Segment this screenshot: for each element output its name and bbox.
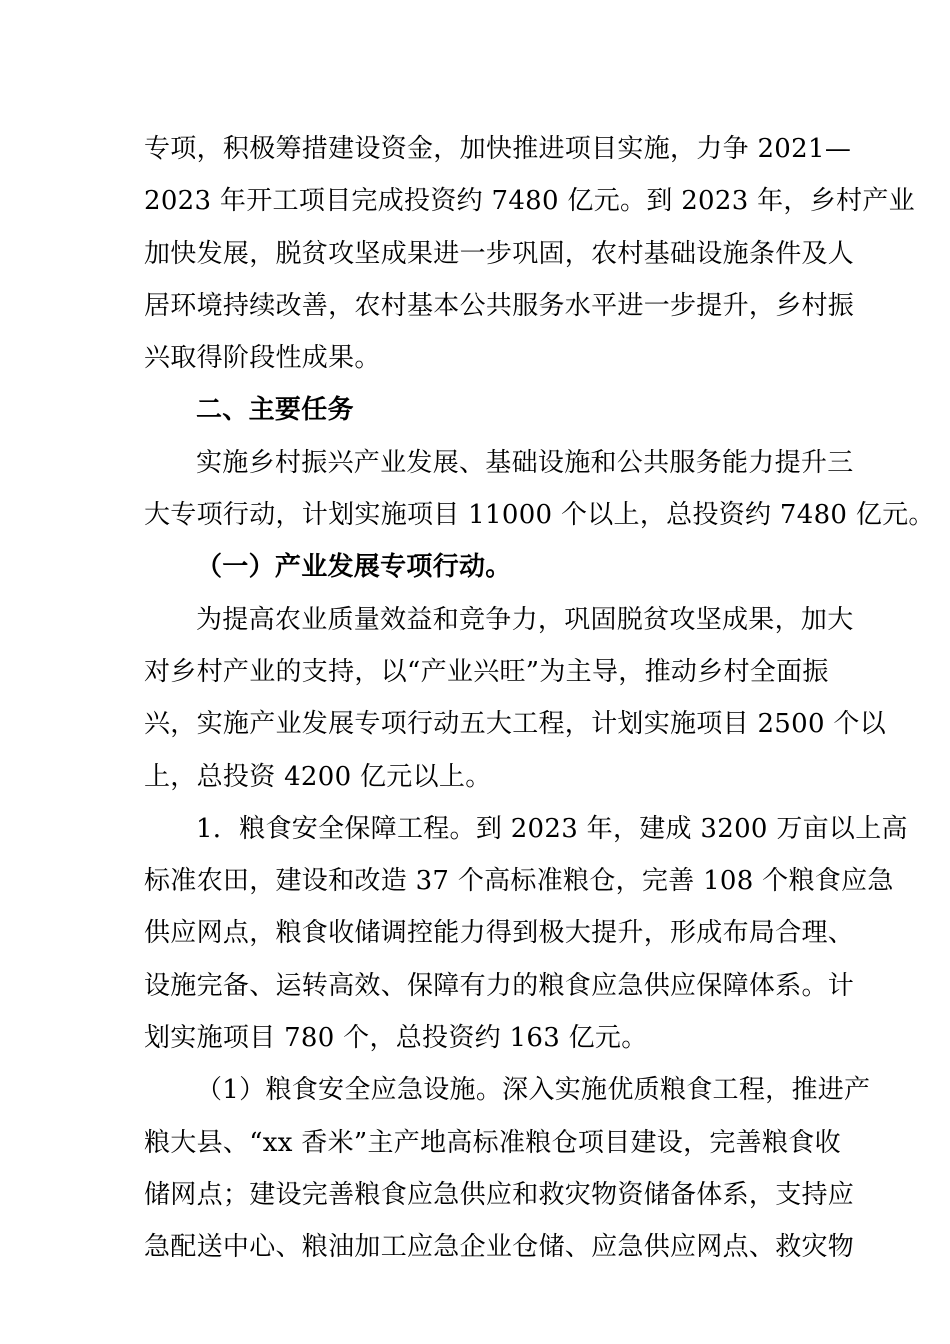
document-page (144, 123, 935, 1274)
section-heading: （一）产业发展专项行动。 (196, 552, 512, 583)
text-line: 兴取得阶段性成果。 (144, 343, 381, 374)
text-line: 设施完备、运转高效、保障有力的粮食应急供应保障体系。计 (144, 970, 855, 1001)
text-line: 划实施项目 780 个，总投资约 163 亿元。 (144, 1023, 648, 1054)
text-line: 实施乡村振兴产业发展、基础设施和公共服务能力提升三 (196, 447, 854, 478)
text-line: 储网点；建设完善粮食应急供应和救灾物资储备体系，支持应 (144, 1179, 855, 1210)
text-line: 标准农田，建设和改造 37 个高标准粮仓，完善 108 个粮食应急 (144, 866, 894, 897)
text-line: （1）粮食安全应急设施。深入实施优质粮食工程，推进产 (196, 1075, 871, 1106)
text-line: 居环境持续改善，农村基本公共服务水平进一步提升，乡村振 (144, 290, 855, 321)
text-line: 为提高农业质量效益和竞争力，巩固脱贫攻坚成果，加大 (196, 604, 854, 635)
text-line: 上，总投资 4200 亿元以上。 (144, 761, 492, 792)
text-line: 专项，积极筹措建设资金，加快推进项目实施，力争 2021— (144, 134, 852, 164)
document-body (144, 123, 935, 1274)
section-heading: 二、主要任务 (196, 395, 354, 426)
text-line: 粮大县、“xx 香米”主产地高标准粮仓项目建设，完善粮食收 (144, 1127, 841, 1158)
text-line: 兴，实施产业发展专项行动五大工程，计划实施项目 2500 个以 (144, 709, 886, 740)
text-line: 供应网点，粮食收储调控能力得到极大提升，形成布局合理、 (144, 918, 855, 949)
text-line: 大专项行动，计划实施项目 11000 个以上，总投资约 7480 亿元。 (144, 500, 935, 531)
text-line: 急配送中心、粮油加工应急企业仓储、应急供应网点、救灾物 (144, 1232, 855, 1263)
text-line: 加快发展，脱贫攻坚成果进一步巩固，农村基础设施条件及人 (144, 238, 855, 269)
text-line: 1．粮食安全保障工程。到 2023 年，建成 3200 万亩以上高 (196, 813, 908, 844)
text-line: 2023 年开工项目完成投资约 7480 亿元。到 2023 年，乡村产业 (144, 186, 915, 217)
text-line: 对乡村产业的支持，以“产业兴旺”为主导，推动乡村全面振 (144, 656, 829, 687)
